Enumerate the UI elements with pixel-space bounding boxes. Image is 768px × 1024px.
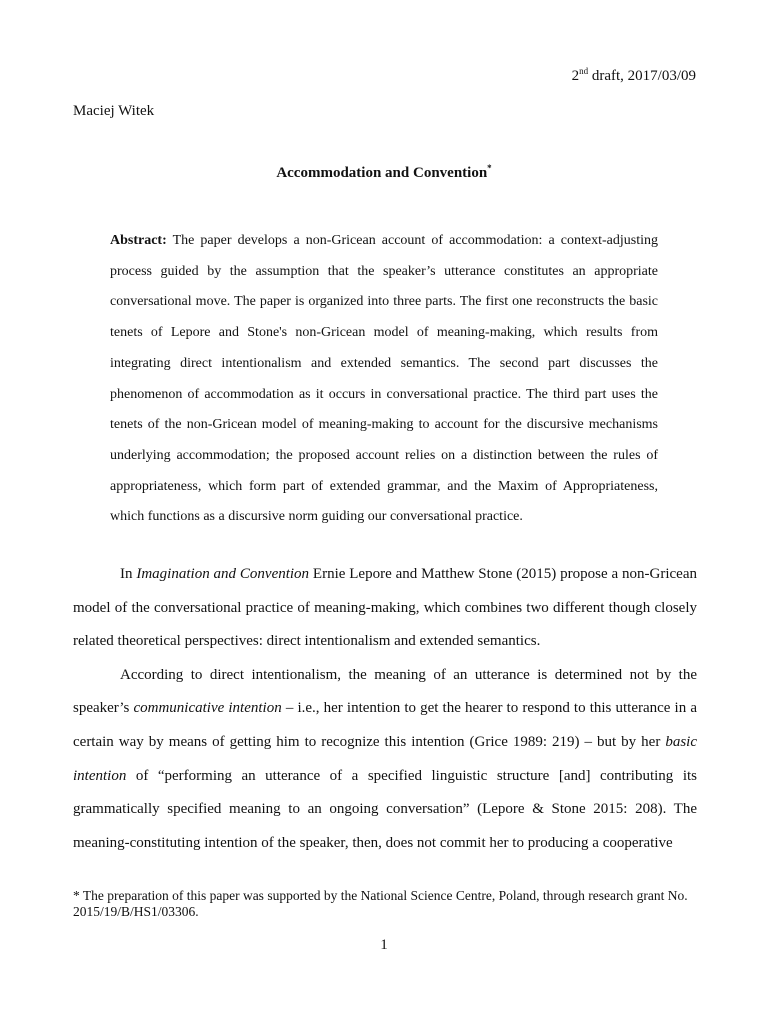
paragraph-1 bbox=[73, 558, 697, 659]
footnote: * The preparation of this paper was supported by the National Science Centre, Poland, through research grant No. 2015/19/B/HS1/03306. bbox=[73, 888, 688, 919]
author-name: Maciej Witek bbox=[73, 103, 155, 119]
body-text bbox=[73, 558, 697, 860]
abstract-label: Abstract: bbox=[110, 233, 167, 248]
page-number: 1 bbox=[380, 937, 388, 953]
title-footnote-marker: * bbox=[487, 163, 492, 173]
paper-title bbox=[0, 165, 768, 182]
paragraph-2-text-c: of “performing an utterance of a specified linguistic structure [and] contributing its grammatically specified meaning to an ongoing conversation” (Lepore & Stone 2015: 208). The meaning-constituting intention of the speaker, then, does not commit her to producing a cooperative bbox=[73, 767, 697, 851]
draft-ordinal-suffix: nd bbox=[579, 66, 589, 76]
draft-date bbox=[572, 68, 696, 85]
draft-date-text: draft, 2017/03/09 bbox=[588, 68, 696, 84]
basic-intention-italic: basic intention bbox=[73, 733, 697, 784]
paragraph-2-text-b: – i.e., her intention to get the hearer to respond to this utterance in a certain way by means of getting him to recognize this intention (Grice 1989: 219) – but by her bbox=[73, 700, 697, 750]
paper-title-text: Accommodation and Convention bbox=[276, 165, 488, 181]
abstract-text: The paper develops a non-Gricean account of accommodation: a context-adjusting process guided by the assumption that the speaker’s utterance constitutes an appropriate conversational move. The paper is organized into three parts. The first one reconstructs the basic tenets of Lepore and Stone's non-Gricean model of meaning-making, which results from integrating direct intentionalism and extended semantics. The second part discusses the phenomenon of accommodation as it occurs in conversational practice. The third part uses the tenets of the non-Gricean model of meaning-making to account for the discursive mechanisms underlying accommodation; the proposed account relies on a distinction between the rules of appropriateness, which form part of extended grammar, and the Maxim of Appropriateness, which functions as a discursive norm guiding our conversational practice. bbox=[110, 233, 658, 525]
paragraph-1-text-a: In bbox=[120, 566, 137, 582]
book-title-italic: Imagination and Convention bbox=[136, 566, 310, 582]
paragraph-1-text-b: Ernie Lepore and Matthew Stone (2015) propose a non-Gricean model of the conversational practice of meaning-making, which combines two different though closely related theoretical perspectives: direct intentionalism and extended semantics. bbox=[73, 566, 697, 650]
abstract bbox=[110, 226, 658, 533]
paragraph-2 bbox=[73, 659, 697, 861]
draft-number: 2 bbox=[571, 68, 580, 84]
communicative-intention-italic: communicative intention bbox=[133, 700, 282, 717]
paragraph-2-text-a: According to direct intentionalism, the meaning of an utterance is determined not by the speaker’s bbox=[73, 666, 697, 717]
